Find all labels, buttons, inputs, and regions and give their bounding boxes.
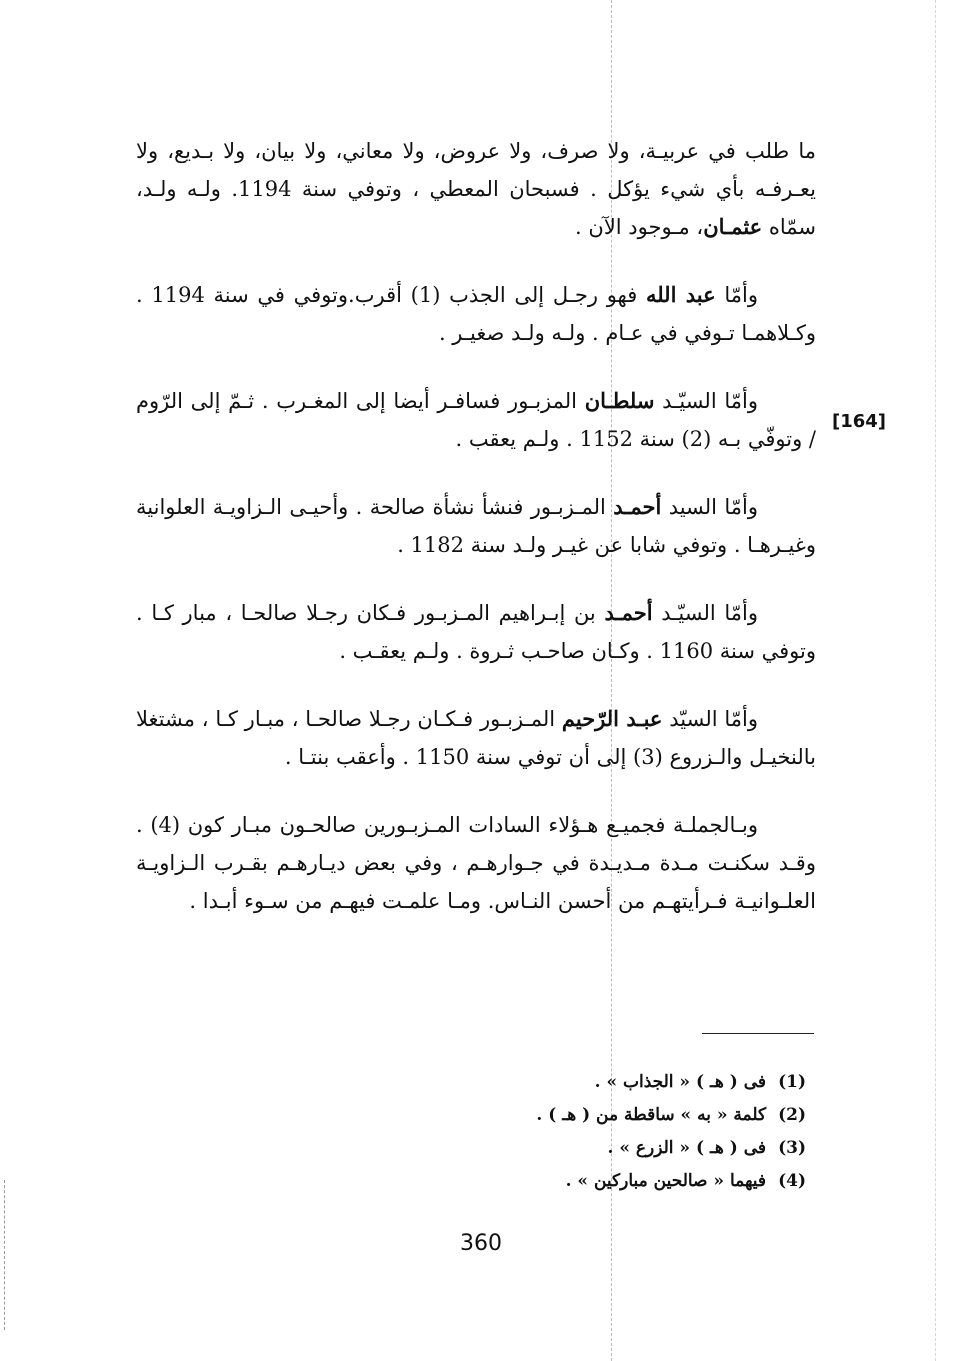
text-run: ، مـوجود الآن . (575, 215, 704, 239)
footnote-item (536, 1066, 806, 1099)
body-text (136, 132, 816, 950)
footnote-text: فى ( هـ ) « الجذاب » . (594, 1072, 767, 1092)
footnote-number: (2) (778, 1105, 806, 1125)
paragraph-2 (136, 276, 816, 352)
person-name: أحمـد (604, 600, 653, 625)
paragraph-6 (136, 700, 816, 776)
person-name: عثمـان (703, 214, 763, 239)
page-number: 360 (460, 1231, 502, 1256)
text-run: وأمّا (715, 283, 758, 307)
footnote-number: (4) (778, 1171, 806, 1191)
text-run: وأمّا السيّد (662, 707, 758, 731)
text-run: وأمّا السيد (661, 495, 758, 519)
footnote-number: (1) (778, 1072, 806, 1092)
text-run: وأمّا السيّـد (654, 389, 759, 413)
footnote-text: فى ( هـ ) « الزرع » . (607, 1138, 767, 1158)
paragraph-7 (136, 806, 816, 920)
footnote-text: فيهما « صالحين مباركين » . (565, 1171, 767, 1191)
text-run: بن إبـراهيم المـزبـور فـكان رجـلا صالحـا ، مبار كـا . وتوفي سنة 1160 . وكـان صاحـب ثـروة . ولـم يعقـب . (136, 601, 816, 663)
text-run: وأمّا السيّـد (652, 601, 758, 625)
footnote-item (536, 1099, 806, 1132)
paragraph-1 (136, 132, 816, 246)
footnote-item (536, 1132, 806, 1165)
footnote-text: كلمة « به » ساقطة من ( هـ ) . (536, 1105, 767, 1125)
text-run: ما طلب في عربيـة، ولا صرف، ولا عروض، ولا معاني، ولا بيان، ولا بـديع، ولا يعـرفـه بأي شيء يؤكل . فسبحان المعطي ، وتوفي سنة 1194. ولـه ولـد، سمّاه (136, 139, 816, 239)
person-name: عبد الله (645, 282, 716, 307)
footnote-number: (3) (778, 1138, 806, 1158)
footnotes (536, 1066, 806, 1198)
footnote-item (536, 1165, 806, 1198)
person-name: أحمـد (613, 494, 662, 519)
paragraph-4 (136, 488, 816, 564)
paragraph-5 (136, 594, 816, 670)
person-name: عبـد الرّحيم (561, 706, 663, 731)
footnote-separator (702, 1033, 814, 1034)
text-run: المزبـور فسافـر أيضا إلى المغـرب . ثـمّ إلى الرّوم / وتوفّي بـه (2) سنة 1152 . ولـم يعقب . (136, 389, 816, 451)
person-name: سلطـان (584, 388, 655, 413)
scan-edge-line (935, 0, 936, 1361)
text-run: وبـالجملـة فجميـع هـؤلاء السادات المـزبـورين صالحـون مبـار كون (4) . وقـد سكنـت مـدة مـديـدة في جـوارهـم ، وفي بعض ديـارهـم بقـرب الـزاويـة العلـوانيـة فـرأيتهـم من أحسن النـاس. ومـا علمـت فيهـم من سـوء أبـدا . (136, 813, 816, 913)
text-run: المـزبـور فنشأ نشأة صالحة . وأحيـى الـزاويـة العلوانية وغيـرهـا . وتوفي شابا عن غيـر ولـد سنة 1182 . (136, 495, 816, 557)
margin-page-marker: [164] (832, 411, 887, 432)
text-run: فهو رجـل إلى الجذب (1) أقرب.وتوفي في سنة 1194 . وكـلاهمـا تـوفي في عـام . ولـه ولـد صغيـر . (136, 283, 816, 345)
paragraph-3 (136, 382, 816, 458)
scan-margin-mark (4, 1180, 5, 1330)
text-run: المـزبـور فـكـان رجـلا صالحـا ، مبـار كـا ، مشتغلا بالنخيـل والـزروع (3) إلى أن توفي سنة 1150 . وأعقب بنتـا . (136, 707, 816, 769)
